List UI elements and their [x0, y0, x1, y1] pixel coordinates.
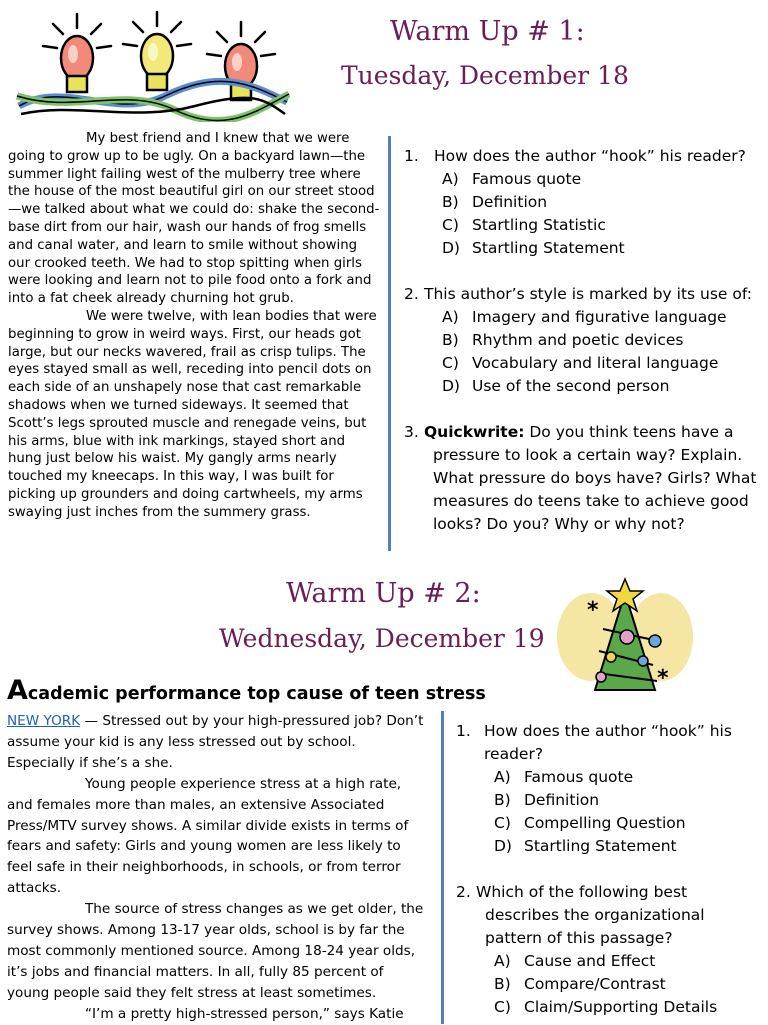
quickwrite-label: Quickwrite: — [424, 423, 525, 441]
question-text: pressure to look a certain way? Explain. — [433, 446, 743, 464]
warmup2-question-1 — [456, 720, 732, 858]
option — [404, 168, 746, 191]
option-letter: B) — [494, 791, 511, 809]
option-text: Famous quote — [472, 170, 582, 188]
option-letter: D) — [442, 239, 460, 257]
question-text: This author’s style is marked by its use of: — [424, 285, 753, 303]
question-number: 2. — [456, 883, 471, 901]
question-text: looks? Do you? Why or why not? — [433, 515, 685, 533]
option-letter: A) — [442, 170, 459, 188]
option-letter: C) — [494, 814, 511, 832]
option-text: Claim/Supporting Details — [524, 998, 718, 1016]
question-text: Do you think teens have a — [529, 423, 734, 441]
question-text: reader? — [484, 745, 544, 763]
question-number: 1. — [404, 147, 419, 165]
option-text: Definition — [472, 193, 548, 211]
option-text: Startling Statement — [524, 837, 677, 855]
warmup1-question-3 — [404, 421, 756, 536]
option-text: Imagery and figurative language — [472, 308, 727, 326]
question-text: How does the author “hook” his reader? — [434, 147, 746, 165]
option — [404, 306, 752, 329]
option-letter: C) — [494, 998, 511, 1016]
option — [456, 996, 717, 1019]
option-text: Use of the second person — [472, 377, 670, 395]
option-letter: B) — [442, 193, 459, 211]
option — [456, 789, 732, 812]
option — [456, 812, 732, 835]
option — [456, 950, 717, 973]
option — [404, 329, 752, 352]
warmup1-question-1 — [404, 145, 746, 260]
option — [404, 375, 752, 398]
option-text: Rhythm and poetic devices — [472, 331, 684, 349]
question-text: Which of the following best — [476, 883, 688, 901]
question-text: describes the organizational — [485, 906, 705, 924]
question-number: 1. — [456, 722, 471, 740]
option — [404, 237, 746, 260]
option — [456, 973, 717, 996]
article-lead: — Stressed out by your high-pressured job? Don’t assume your kid is any less stressed out by school. Especially if she’s a she. — [7, 713, 424, 771]
warmup2-date: Wednesday, December 19 — [219, 624, 545, 653]
question-number: 3. — [404, 423, 419, 441]
option-letter: A) — [494, 952, 511, 970]
passage-paragraph: My best friend and I knew that we were going to grow up to be ugly. On a backyard lawn—the summer light failing west of the mulberry tree where the house of the most beautiful girl on our street stood—we talked about what we could do: shake the second-base dirt from our hair, wash our hands of frog smells and canal water, and learn to smile without showing our crooked teeth. We had to stop spitting when girls were looking and learn not to pile food onto a fork and into a fat cheek already churning hot grub. — [8, 131, 380, 307]
option-letter: A) — [442, 308, 459, 326]
option — [456, 835, 732, 858]
option-text: Famous quote — [524, 768, 634, 786]
christmas-lights-icon — [15, 10, 290, 122]
option-letter: D) — [494, 837, 512, 855]
article-paragraph: “I’m a pretty high-stressed person,” says Katie — [85, 1005, 404, 1022]
christmas-tree-icon — [555, 575, 695, 705]
option — [404, 191, 746, 214]
option-text: Startling Statistic — [472, 216, 606, 234]
column-divider — [388, 136, 391, 551]
question-text: What pressure do boys have? Girls? What — [433, 469, 757, 487]
article-headline — [7, 675, 486, 706]
headline-text: cademic performance top cause of teen stress — [27, 684, 486, 704]
article-paragraph: The source of stress changes as we get older, the survey shows. Among 13-17 year olds, school is by far the most commonly mentioned source. Among 18-24 year olds, it’s jobs and financial matters. In all, fully 85 percent of young people said they felt stress at least sometimes. — [7, 901, 424, 1001]
option — [404, 214, 746, 237]
dateline-link[interactable]: NEW YORK — [7, 713, 81, 729]
column-divider — [441, 711, 444, 1024]
warmup1-title: Warm Up # 1: — [390, 16, 585, 47]
option-text: Compelling Question — [524, 814, 686, 832]
option — [456, 766, 732, 789]
option-text: Vocabulary and literal language — [472, 354, 719, 372]
question-text: How does the author “hook” his — [484, 722, 732, 740]
option-text: Definition — [524, 791, 600, 809]
option-letter: D) — [442, 377, 460, 395]
article-paragraph: Young people experience stress at a high rate, and females more than males, an extensive Associated Press/MTV survey shows. A similar divide exists in terms of fears and safety: Girls and young women are less likely to feel safe in their neighborhoods, in schools, or from terror attacks. — [7, 775, 409, 897]
warmup1-passage — [8, 130, 383, 522]
question-text: pattern of this passage? — [485, 929, 673, 947]
svg-text:*: * — [657, 666, 669, 691]
option-letter: C) — [442, 216, 459, 234]
warmup2-question-2 — [456, 881, 717, 1019]
svg-text:*: * — [587, 598, 599, 623]
option — [404, 352, 752, 375]
article-body — [7, 711, 427, 1025]
option-text: Cause and Effect — [524, 952, 656, 970]
option-text: Compare/Contrast — [524, 975, 666, 993]
option-text: Startling Statement — [472, 239, 625, 257]
option-letter: A) — [494, 768, 511, 786]
question-text: measures do teens take to achieve good — [433, 492, 749, 510]
warmup2-title: Warm Up # 2: — [286, 578, 481, 609]
option-letter: C) — [442, 354, 459, 372]
headline-initial: A — [7, 675, 28, 706]
warmup1-date: Tuesday, December 18 — [341, 61, 629, 90]
passage-paragraph: We were twelve, with lean bodies that were beginning to grow in weird ways. First, our heads got large, but our necks wavered, frail as crisp tulips. The eyes stayed small as well, receding into pencil dots on each side of an unshapely nose that cast remarkable shadows when we turned sideways. It seemed that Scott’s legs sprouted muscle and renegade veins, but his arms, blue with ink markings, stayed short and hung just below his waist. My gangly arms nearly touched my kneecaps. In this way, I was built for picking up grounders and doing cartwheels, my arms swaying just inches from the summery grass. — [8, 308, 377, 520]
option-letter: B) — [494, 975, 511, 993]
warmup1-question-2 — [404, 283, 752, 398]
option-letter: B) — [442, 331, 459, 349]
question-number: 2. — [404, 285, 419, 303]
